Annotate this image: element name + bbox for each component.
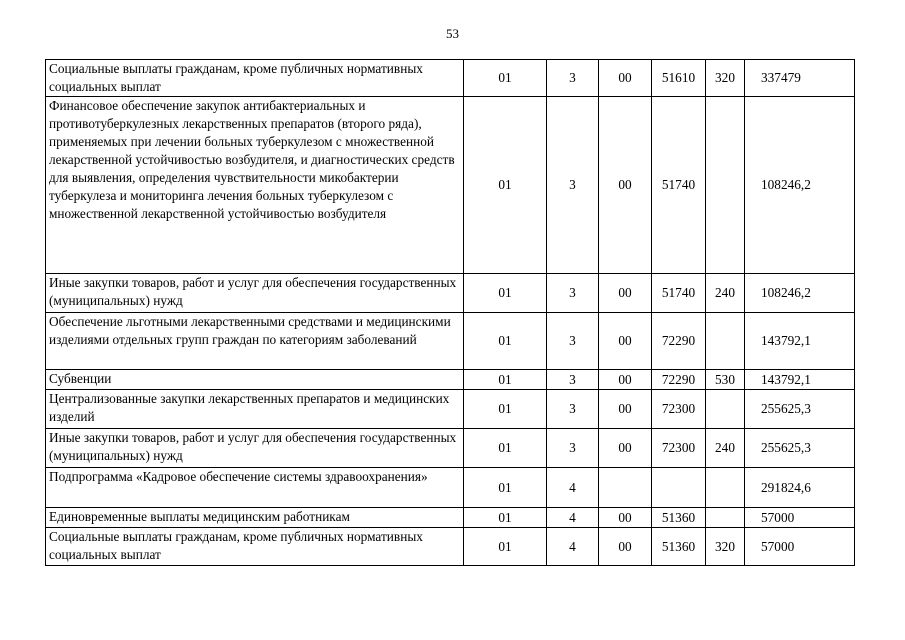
row-code-1: 01	[464, 274, 547, 313]
row-code-2: 3	[547, 429, 599, 468]
row-code-5	[706, 468, 745, 508]
table-row	[46, 313, 855, 370]
row-code-1: 01	[464, 97, 547, 274]
row-code-4: 51740	[652, 97, 706, 274]
row-name: Финансовое обеспечение закупок антибактериальных и противотуберкулезных лекарственных препаратов (второго ряда), применяемых при лечении больных туберкулезом с множественной лекарственной устойчивостью возбудителя, и диагностических средств для выявления, определения чувствительности микобактерии туберкулеза и мониторинга лечения больных туберкулезом с множественной лекарственной устойчивостью возбудителя	[46, 97, 464, 274]
row-code-3: 00	[599, 313, 652, 370]
row-code-2: 3	[547, 97, 599, 274]
row-name: Обеспечение льготными лекарственными средствами и медицинскими изделиями отдельных групп граждан по категориям заболеваний	[46, 313, 464, 370]
row-code-2: 4	[547, 528, 599, 566]
row-amount: 108246,2	[745, 274, 855, 313]
row-code-5	[706, 97, 745, 274]
row-code-1: 01	[464, 429, 547, 468]
row-amount: 143792,1	[745, 370, 855, 390]
row-code-4: 72290	[652, 313, 706, 370]
row-amount: 255625,3	[745, 429, 855, 468]
table-row	[46, 274, 855, 313]
row-code-4: 51740	[652, 274, 706, 313]
table-row	[46, 528, 855, 566]
row-amount: 143792,1	[745, 313, 855, 370]
row-name: Подпрограмма «Кадровое обеспечение системы здравоохранения»	[46, 468, 464, 508]
row-code-5: 240	[706, 429, 745, 468]
budget-table	[45, 59, 855, 566]
row-code-5: 530	[706, 370, 745, 390]
row-code-4	[652, 468, 706, 508]
row-code-5	[706, 390, 745, 429]
row-code-4: 72300	[652, 429, 706, 468]
row-code-2: 3	[547, 274, 599, 313]
table-row	[46, 508, 855, 528]
row-code-3: 00	[599, 97, 652, 274]
row-code-4: 51610	[652, 60, 706, 97]
row-code-3: 00	[599, 60, 652, 97]
table-row	[46, 60, 855, 97]
row-name: Единовременные выплаты медицинским работникам	[46, 508, 464, 528]
row-amount: 57000	[745, 528, 855, 566]
row-code-2: 3	[547, 370, 599, 390]
row-code-3: 00	[599, 528, 652, 566]
row-code-3: 00	[599, 390, 652, 429]
row-code-2: 3	[547, 390, 599, 429]
row-code-1: 01	[464, 468, 547, 508]
row-code-5	[706, 313, 745, 370]
row-code-1: 01	[464, 390, 547, 429]
table-row	[46, 468, 855, 508]
row-name: Иные закупки товаров, работ и услуг для обеспечения государственных (муниципальных) нужд	[46, 429, 464, 468]
row-code-5: 320	[706, 528, 745, 566]
page-number: 53	[446, 26, 459, 41]
row-amount: 57000	[745, 508, 855, 528]
row-code-5	[706, 508, 745, 528]
row-code-3: 00	[599, 274, 652, 313]
row-code-4: 51360	[652, 528, 706, 566]
table-row	[46, 390, 855, 429]
table-row	[46, 97, 855, 274]
row-amount: 108246,2	[745, 97, 855, 274]
row-name: Централизованные закупки лекарственных препаратов и медицинских изделий	[46, 390, 464, 429]
row-code-2: 4	[547, 508, 599, 528]
row-code-3	[599, 468, 652, 508]
row-code-1: 01	[464, 528, 547, 566]
row-code-1: 01	[464, 370, 547, 390]
row-code-4: 72290	[652, 370, 706, 390]
row-code-2: 4	[547, 468, 599, 508]
row-amount: 255625,3	[745, 390, 855, 429]
row-code-3: 00	[599, 429, 652, 468]
row-code-4: 51360	[652, 508, 706, 528]
table-row	[46, 370, 855, 390]
row-amount: 291824,6	[745, 468, 855, 508]
table-row	[46, 429, 855, 468]
row-code-3: 00	[599, 370, 652, 390]
row-code-3: 00	[599, 508, 652, 528]
row-code-4: 72300	[652, 390, 706, 429]
row-code-1: 01	[464, 313, 547, 370]
row-code-2: 3	[547, 313, 599, 370]
row-name: Субвенции	[46, 370, 464, 390]
row-name: Социальные выплаты гражданам, кроме публичных нормативных социальных выплат	[46, 60, 464, 97]
row-name: Иные закупки товаров, работ и услуг для обеспечения государственных (муниципальных) нужд	[46, 274, 464, 313]
row-code-5: 320	[706, 60, 745, 97]
row-name: Социальные выплаты гражданам, кроме публичных нормативных социальных выплат	[46, 528, 464, 566]
row-code-2: 3	[547, 60, 599, 97]
row-amount: 337479	[745, 60, 855, 97]
row-code-5: 240	[706, 274, 745, 313]
row-code-1: 01	[464, 508, 547, 528]
row-code-1: 01	[464, 60, 547, 97]
